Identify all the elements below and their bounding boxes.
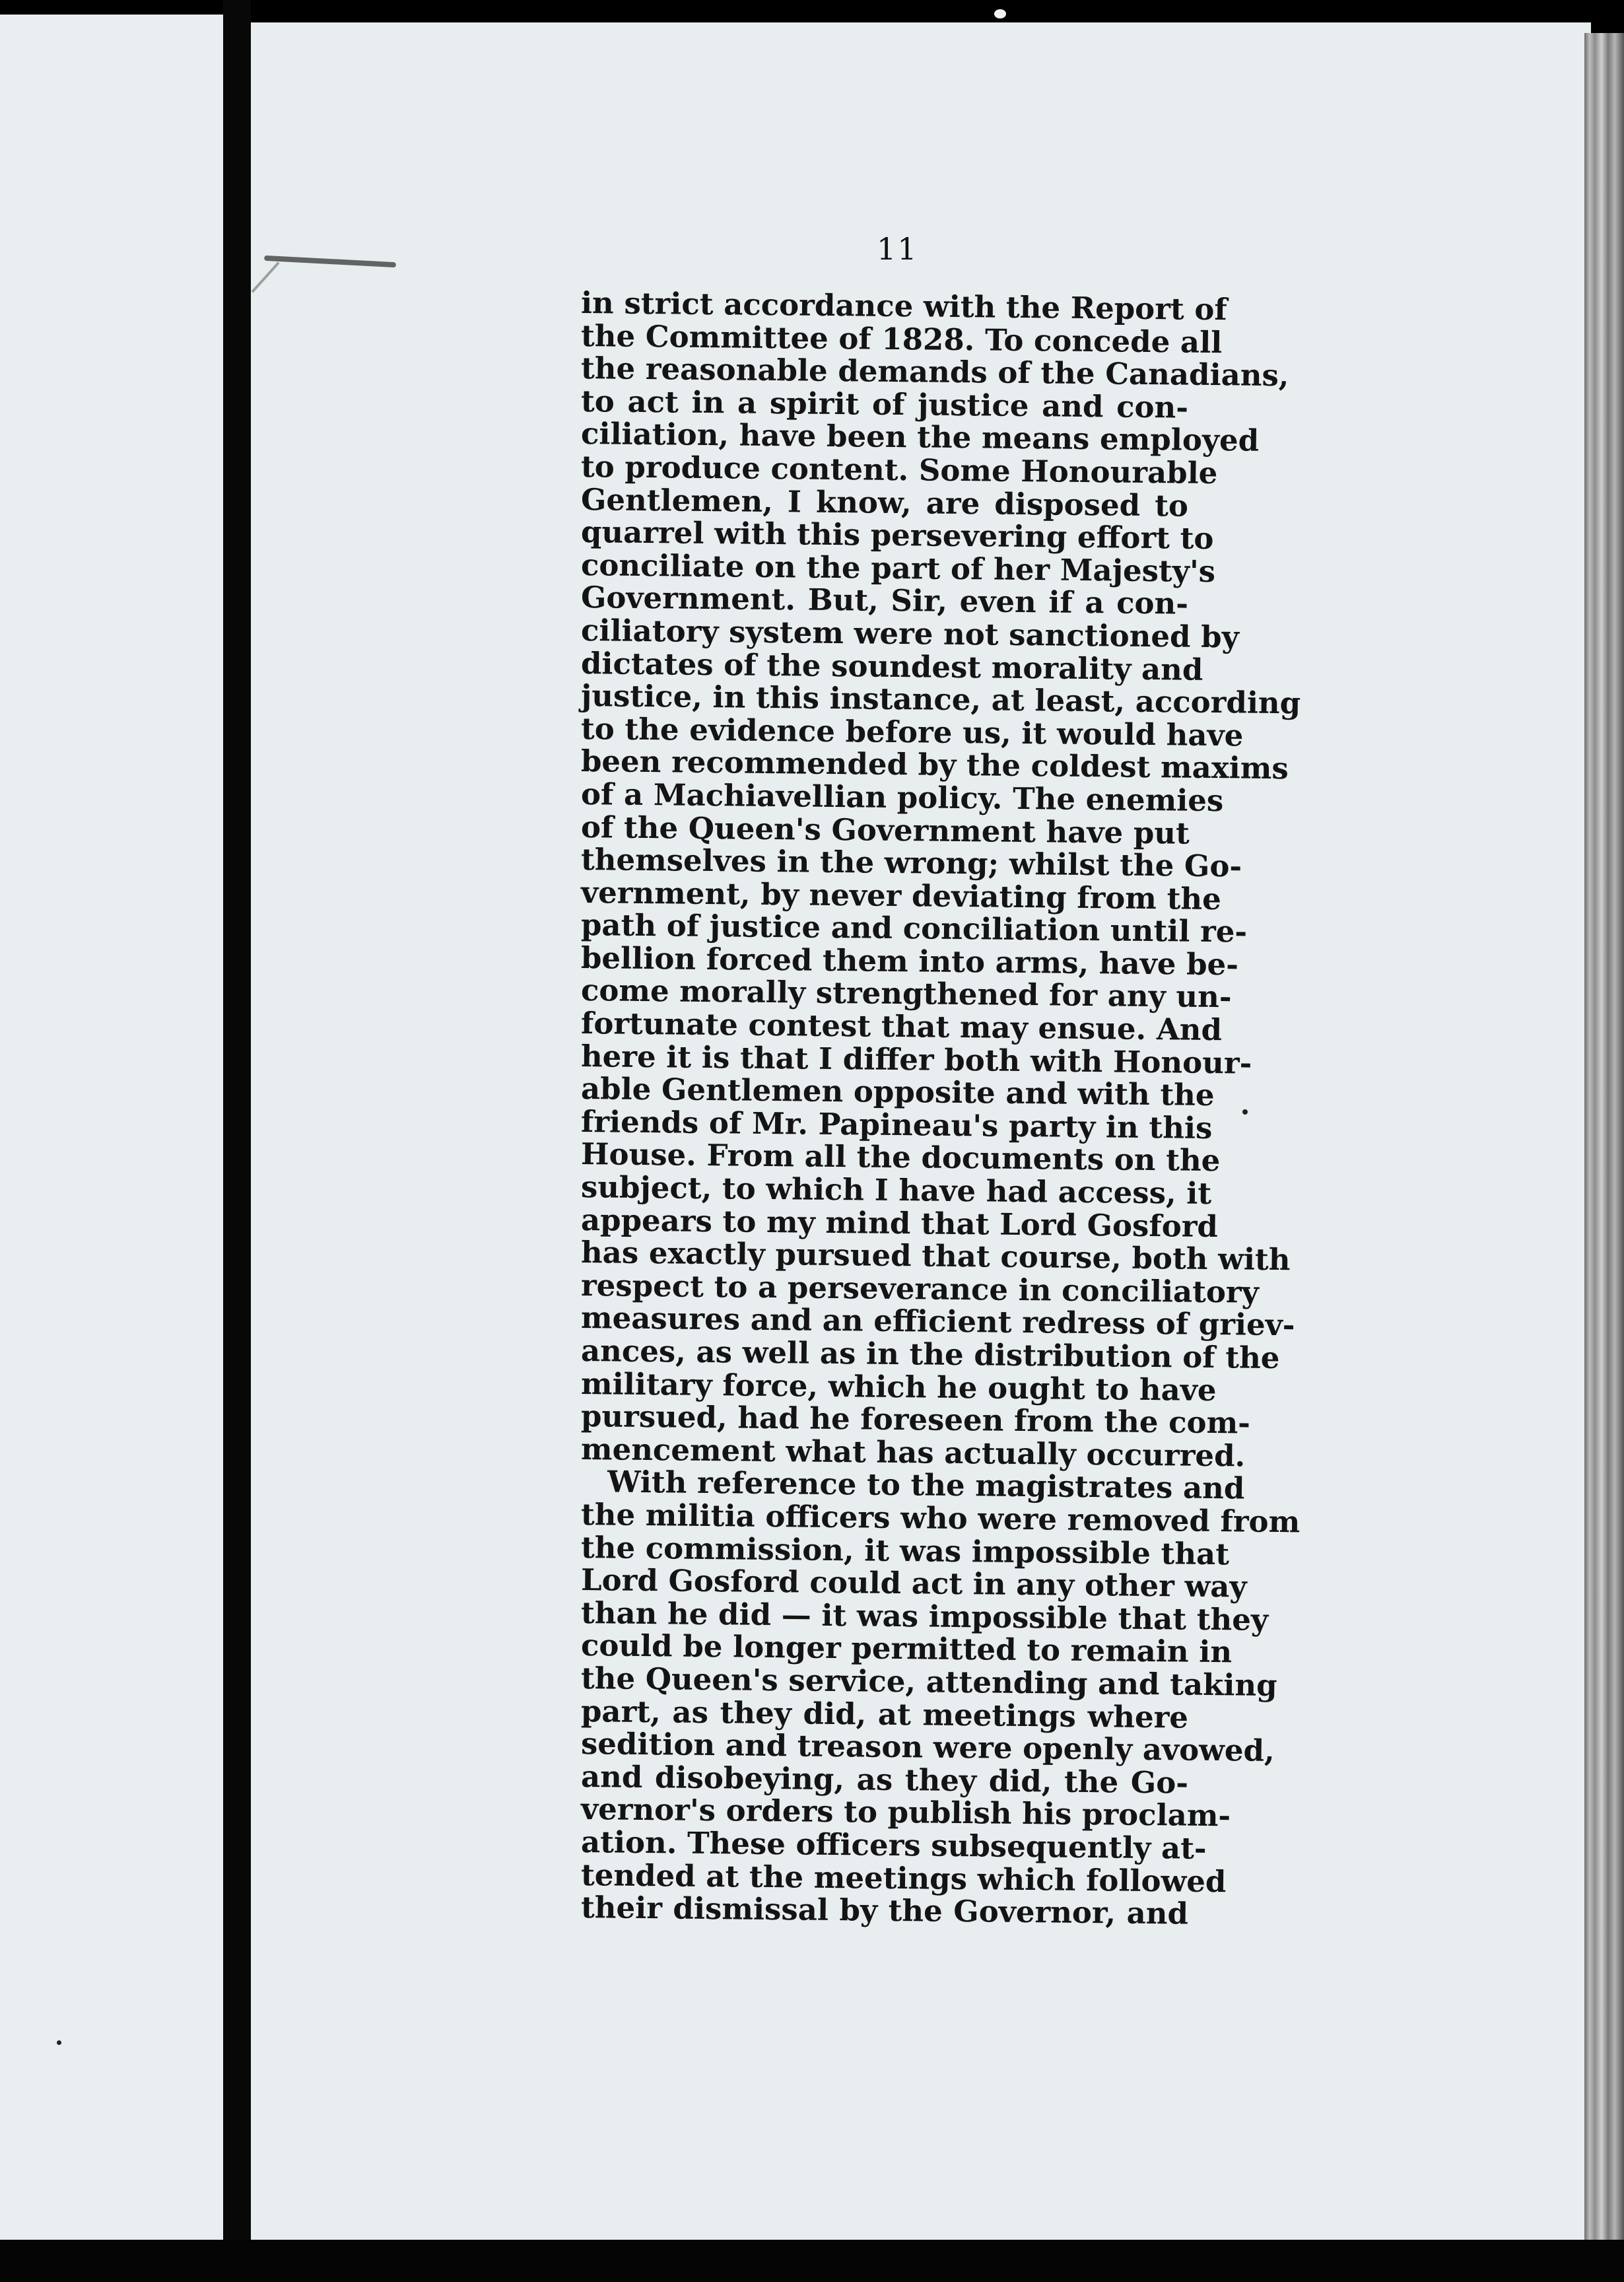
text-line: mencement what has actually occurred. xyxy=(580,1431,1246,1474)
text-line: fortunate contest that may ensue. And xyxy=(580,1006,1223,1048)
text-line: Government. But, Sir, even if a con- xyxy=(580,580,1189,621)
text-line: House. From all the documents on the xyxy=(580,1136,1221,1179)
text-line: than he did — it was impossible that they xyxy=(580,1595,1269,1638)
text-line: here it is that I differ both with Honour- xyxy=(580,1038,1252,1081)
text-line: vernor's orders to publish his proclam- xyxy=(580,1791,1231,1834)
ink-speck xyxy=(1242,1109,1248,1115)
text-line: path of justice and conciliation until re- xyxy=(580,907,1248,950)
text-line: conciliate on the part of her Majesty's xyxy=(580,547,1216,589)
text-line: measures and an efficient redress of griev- xyxy=(580,1300,1295,1343)
text-line: and disobeying, as they did, the Go- xyxy=(580,1758,1189,1801)
facing-page xyxy=(0,15,223,2240)
body-text xyxy=(580,285,1301,1931)
text-line: subject, to which I have had access, it xyxy=(580,1169,1212,1212)
text-line: themselves in the wrong; whilst the Go- xyxy=(580,842,1242,884)
text-line: come morally strengthened for any un- xyxy=(580,973,1232,1015)
text-line: of a Machiavellian policy. The enemies xyxy=(580,776,1224,819)
ink-speck xyxy=(57,2040,61,2045)
text-line: could be longer permitted to remain in xyxy=(580,1628,1233,1670)
text-line: With reference to the magistrates and xyxy=(607,1464,1245,1506)
text-line: to produce content. Some Honourable xyxy=(580,448,1218,491)
ink-speck xyxy=(994,9,1006,18)
text-line: appears to my mind that Lord Gosford xyxy=(580,1202,1219,1244)
text-line: Gentlemen, I know, are disposed to xyxy=(580,481,1189,524)
text-line: been recommended by the coldest maxims xyxy=(580,743,1289,786)
text-line: to the evidence before us, it would have xyxy=(580,710,1244,753)
page-edge xyxy=(1584,33,1624,2252)
text-line: ciliatory system were not sanctioned by xyxy=(580,612,1240,655)
text-line: able Gentlemen opposite and with the xyxy=(580,1071,1215,1113)
text-line: the militia officers who were removed from xyxy=(580,1496,1301,1540)
text-line: has exactly pursued that course, both with xyxy=(580,1235,1291,1278)
text-line: tended at the meetings which followed xyxy=(580,1857,1227,1899)
text-line: military force, which he ought to have xyxy=(580,1366,1217,1408)
text-line: bellion forced them into arms, have be- xyxy=(580,940,1239,983)
bottom-shadow xyxy=(0,2240,1624,2282)
text-line: dictates of the soundest morality and xyxy=(580,645,1203,687)
text-line: justice, in this instance, at least, according xyxy=(580,678,1301,721)
text-line: the commission, it was impossible that xyxy=(580,1529,1230,1572)
text-line: sedition and treason were openly avowed, xyxy=(580,1726,1275,1769)
text-line: the reasonable demands of the Canadians, xyxy=(580,351,1289,394)
book-gutter xyxy=(223,0,251,2282)
text-line: ances, as well as in the distribution of the xyxy=(580,1333,1280,1376)
text-line: pursued, had he foreseen from the com- xyxy=(580,1399,1251,1441)
text-line: their dismissal by the Governor, and xyxy=(580,1890,1189,1931)
text-line: in strict accordance with the Report of xyxy=(580,285,1228,328)
page-number: 11 xyxy=(877,231,918,267)
text-line: vernment, by never deviating from the xyxy=(580,874,1222,916)
text-line: to act in a spirit of justice and con- xyxy=(580,383,1189,425)
text-line: Lord Gosford could act in any other way xyxy=(580,1562,1247,1605)
text-line: ation. These officers subsequently at- xyxy=(580,1824,1207,1866)
text-line: ciliation, have been the means employed xyxy=(580,416,1260,459)
text-line: part, as they did, at meetings where xyxy=(580,1693,1189,1735)
text-line: friends of Mr. Papineau's party in this xyxy=(580,1103,1213,1146)
text-line: quarrel with this persevering effort to xyxy=(580,514,1214,557)
text-line: the Queen's service, attending and taking xyxy=(580,1660,1277,1703)
text-line: respect to a perseverance in conciliatory xyxy=(580,1267,1260,1310)
text-line: of the Queen's Government have put xyxy=(580,809,1190,851)
text-line: the Committee of 1828. To concede all xyxy=(580,318,1223,360)
